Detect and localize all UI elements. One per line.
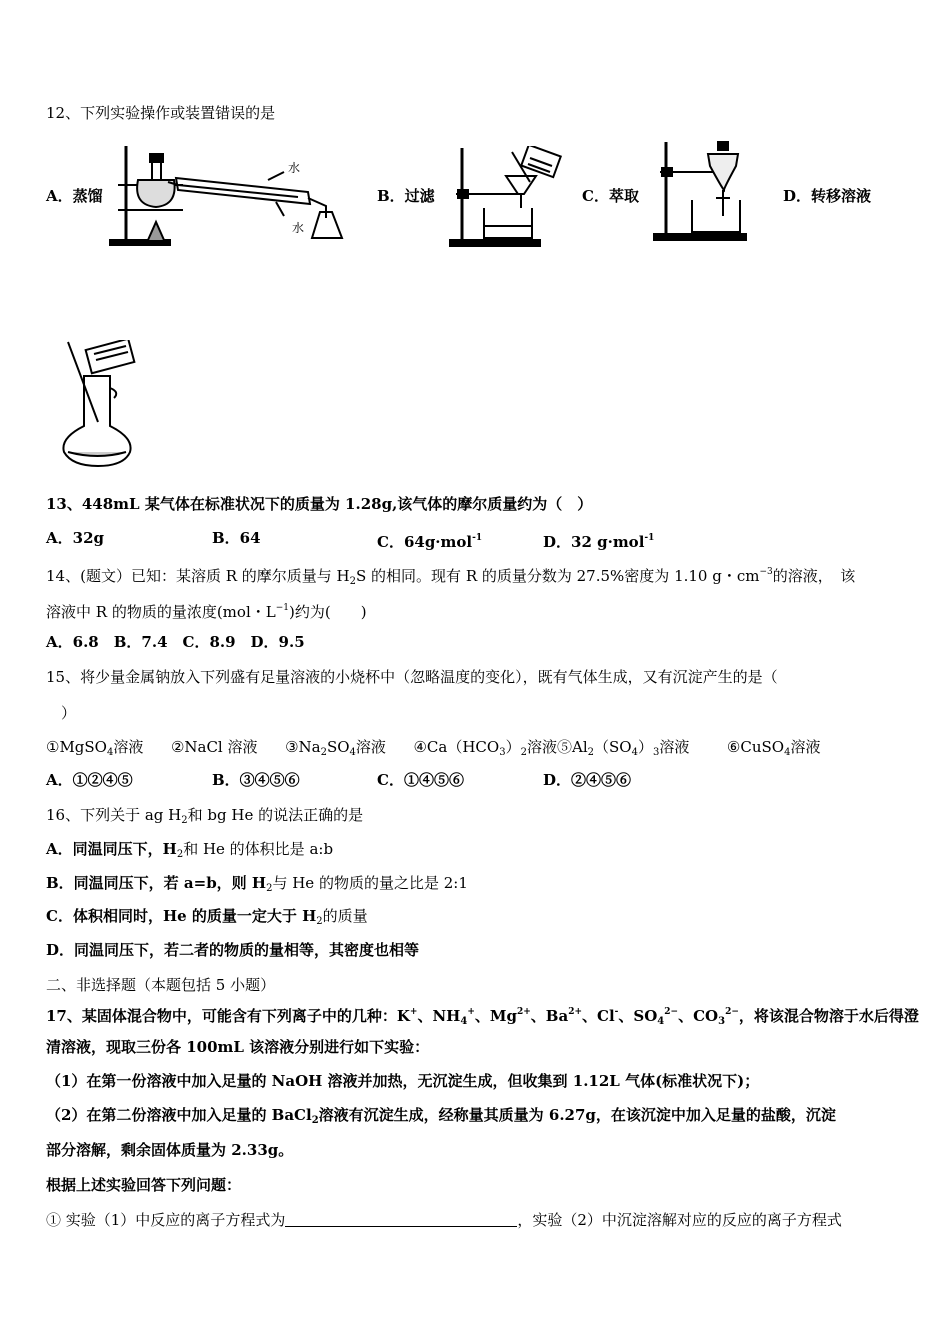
q14-sup: −3 bbox=[759, 567, 773, 577]
q13-option-d-sup: -1 bbox=[644, 533, 655, 543]
q12-option-d: D．转移溶液 bbox=[783, 187, 872, 205]
q15-option-d: D．②④⑤⑥ bbox=[543, 771, 632, 789]
q16-option-d: D．同温同压下，若二者的物质的量相等，其密度也相等 bbox=[46, 941, 420, 959]
q12-option-a: A．蒸馏 bbox=[46, 187, 103, 205]
q17-line-5: 部分溶解，剩余固体质量为 2.33g。 bbox=[46, 1141, 294, 1159]
q13-option-b: B．64 bbox=[212, 529, 261, 547]
q15-items bbox=[46, 737, 820, 763]
q13-option-c-sup: -1 bbox=[472, 533, 483, 543]
q14-text-b: S 的相同。现有 R 的质量分数为 27.5%密度为 1.10 g・cm bbox=[356, 567, 760, 585]
q13-option-d bbox=[543, 528, 654, 552]
q15-line-2: ） bbox=[46, 704, 77, 722]
q14-line-2 bbox=[46, 598, 367, 622]
q17-line-6: 根据上述实验回答下列问题： bbox=[46, 1176, 242, 1194]
q13-option-c-text: C．64g·mol bbox=[377, 533, 473, 551]
q15-item-6: ⑥CuSO$_4$溶液 bbox=[726, 738, 821, 758]
q14-options: A．6.8 B．7.4 C．8.9 D．9.5 bbox=[46, 633, 305, 651]
q17-line-3: （1）在第一份溶液中加入足量的 NaOH 溶液并加热，无沉淀生成，但收集到 1.12L 气体(标准状况下)； bbox=[46, 1072, 760, 1090]
transfer-solution-figure bbox=[58, 340, 148, 470]
q15-item-4-5: $④Ca(HCO_3)_2$溶液$⑤Al_2(SO_4)_3$溶液 bbox=[413, 738, 690, 758]
extraction-apparatus-figure bbox=[652, 138, 752, 242]
q14-line-1 bbox=[46, 562, 855, 592]
distillation-apparatus-figure bbox=[108, 140, 364, 248]
q14-sub: 2 bbox=[349, 576, 356, 587]
q16-option-a: A．同温同压下，$H_2$和 He 的体积比是 a:b bbox=[46, 840, 334, 860]
answer-blank[interactable] bbox=[285, 1212, 517, 1227]
q15-item-2: ②NaCl 溶液 bbox=[170, 738, 258, 756]
filtration-apparatus-figure bbox=[448, 146, 568, 248]
water-inlet-label: 水 bbox=[288, 161, 301, 175]
q13-stem: 13、448mL 某气体在标准状况下的质量为 1.28g,该气体的摩尔质量约为（ ） bbox=[46, 495, 593, 513]
q16-option-c: C．体积相同时，He 的质量一定大于 $H_2$的质量 bbox=[46, 907, 368, 927]
q13-option-c bbox=[377, 528, 482, 552]
q12-option-c: C．萃取 bbox=[582, 187, 639, 205]
q17-line-4: （2）在第二份溶液中加入足量的 BaCl$_2$溶液有沉淀生成，经称量其质量为 6.27g，在该沉淀中加入足量的盐酸，沉淀 bbox=[46, 1106, 836, 1126]
q15-item-1: ①MgSO$_4$溶液 bbox=[46, 738, 144, 758]
q16-option-b: B．同温同压下，若 a=b，则 $H_2$与 He 的物质的量之比是 2:1 bbox=[46, 874, 468, 894]
water-outlet-label: 水 bbox=[292, 221, 305, 235]
q15-item-3: $③Na_2SO_4$溶液 bbox=[285, 738, 386, 758]
q17-line-1: 17、某固体混合物中，可能含有下列离子中的几种：K+、$NH_4^+$、$Mg^{2+}$、$Ba^{2+}$、Cl-、$SO_4^{2-}$、$CO_3^{2-}$，将该混合物溶于水后得澄 bbox=[46, 1007, 919, 1027]
section-heading: 二、非选择题（本题包括 5 小题） bbox=[46, 976, 276, 994]
q14-sup-2: −1 bbox=[275, 603, 289, 613]
q13-option-d-text: D．32 g·mol bbox=[543, 533, 645, 551]
q14-text-a: 14、(题文）已知：某溶质 R 的摩尔质量与 H bbox=[46, 567, 350, 585]
q15-option-b: B．③④⑤⑥ bbox=[212, 771, 300, 789]
q15-option-a: A．①②④⑤ bbox=[46, 771, 133, 789]
q17-line-7: ① 实验（1）中反应的离子方程式为 ，实验（2）中沉淀溶解对应的反应的离子方程式 bbox=[46, 1211, 842, 1229]
q13-option-a: A．32g bbox=[46, 529, 105, 547]
q12-option-b: B．过滤 bbox=[377, 187, 435, 205]
q17-line-2: 清溶液，现取三份各 100mL 该溶液分别进行如下实验： bbox=[46, 1038, 430, 1056]
q14-text-e: )约为( ) bbox=[288, 603, 367, 621]
q14-text-d: 溶液中 R 的物质的量浓度(mol・L bbox=[46, 603, 276, 621]
q12-stem: 12、下列实验操作或装置错误的是 bbox=[46, 104, 276, 122]
q16-stem: 16、下列关于 ag $H_2$和 bg He 的说法正确的是 bbox=[46, 806, 364, 826]
q14-text-c: 的溶液， 该 bbox=[772, 567, 856, 585]
q15-option-c: C．①④⑤⑥ bbox=[377, 771, 464, 789]
q15-line-1: 15、将少量金属钠放入下列盛有足量溶液的小烧杯中（忽略温度的变化），既有气体生成，又有沉淀产生的是（ bbox=[46, 668, 778, 686]
